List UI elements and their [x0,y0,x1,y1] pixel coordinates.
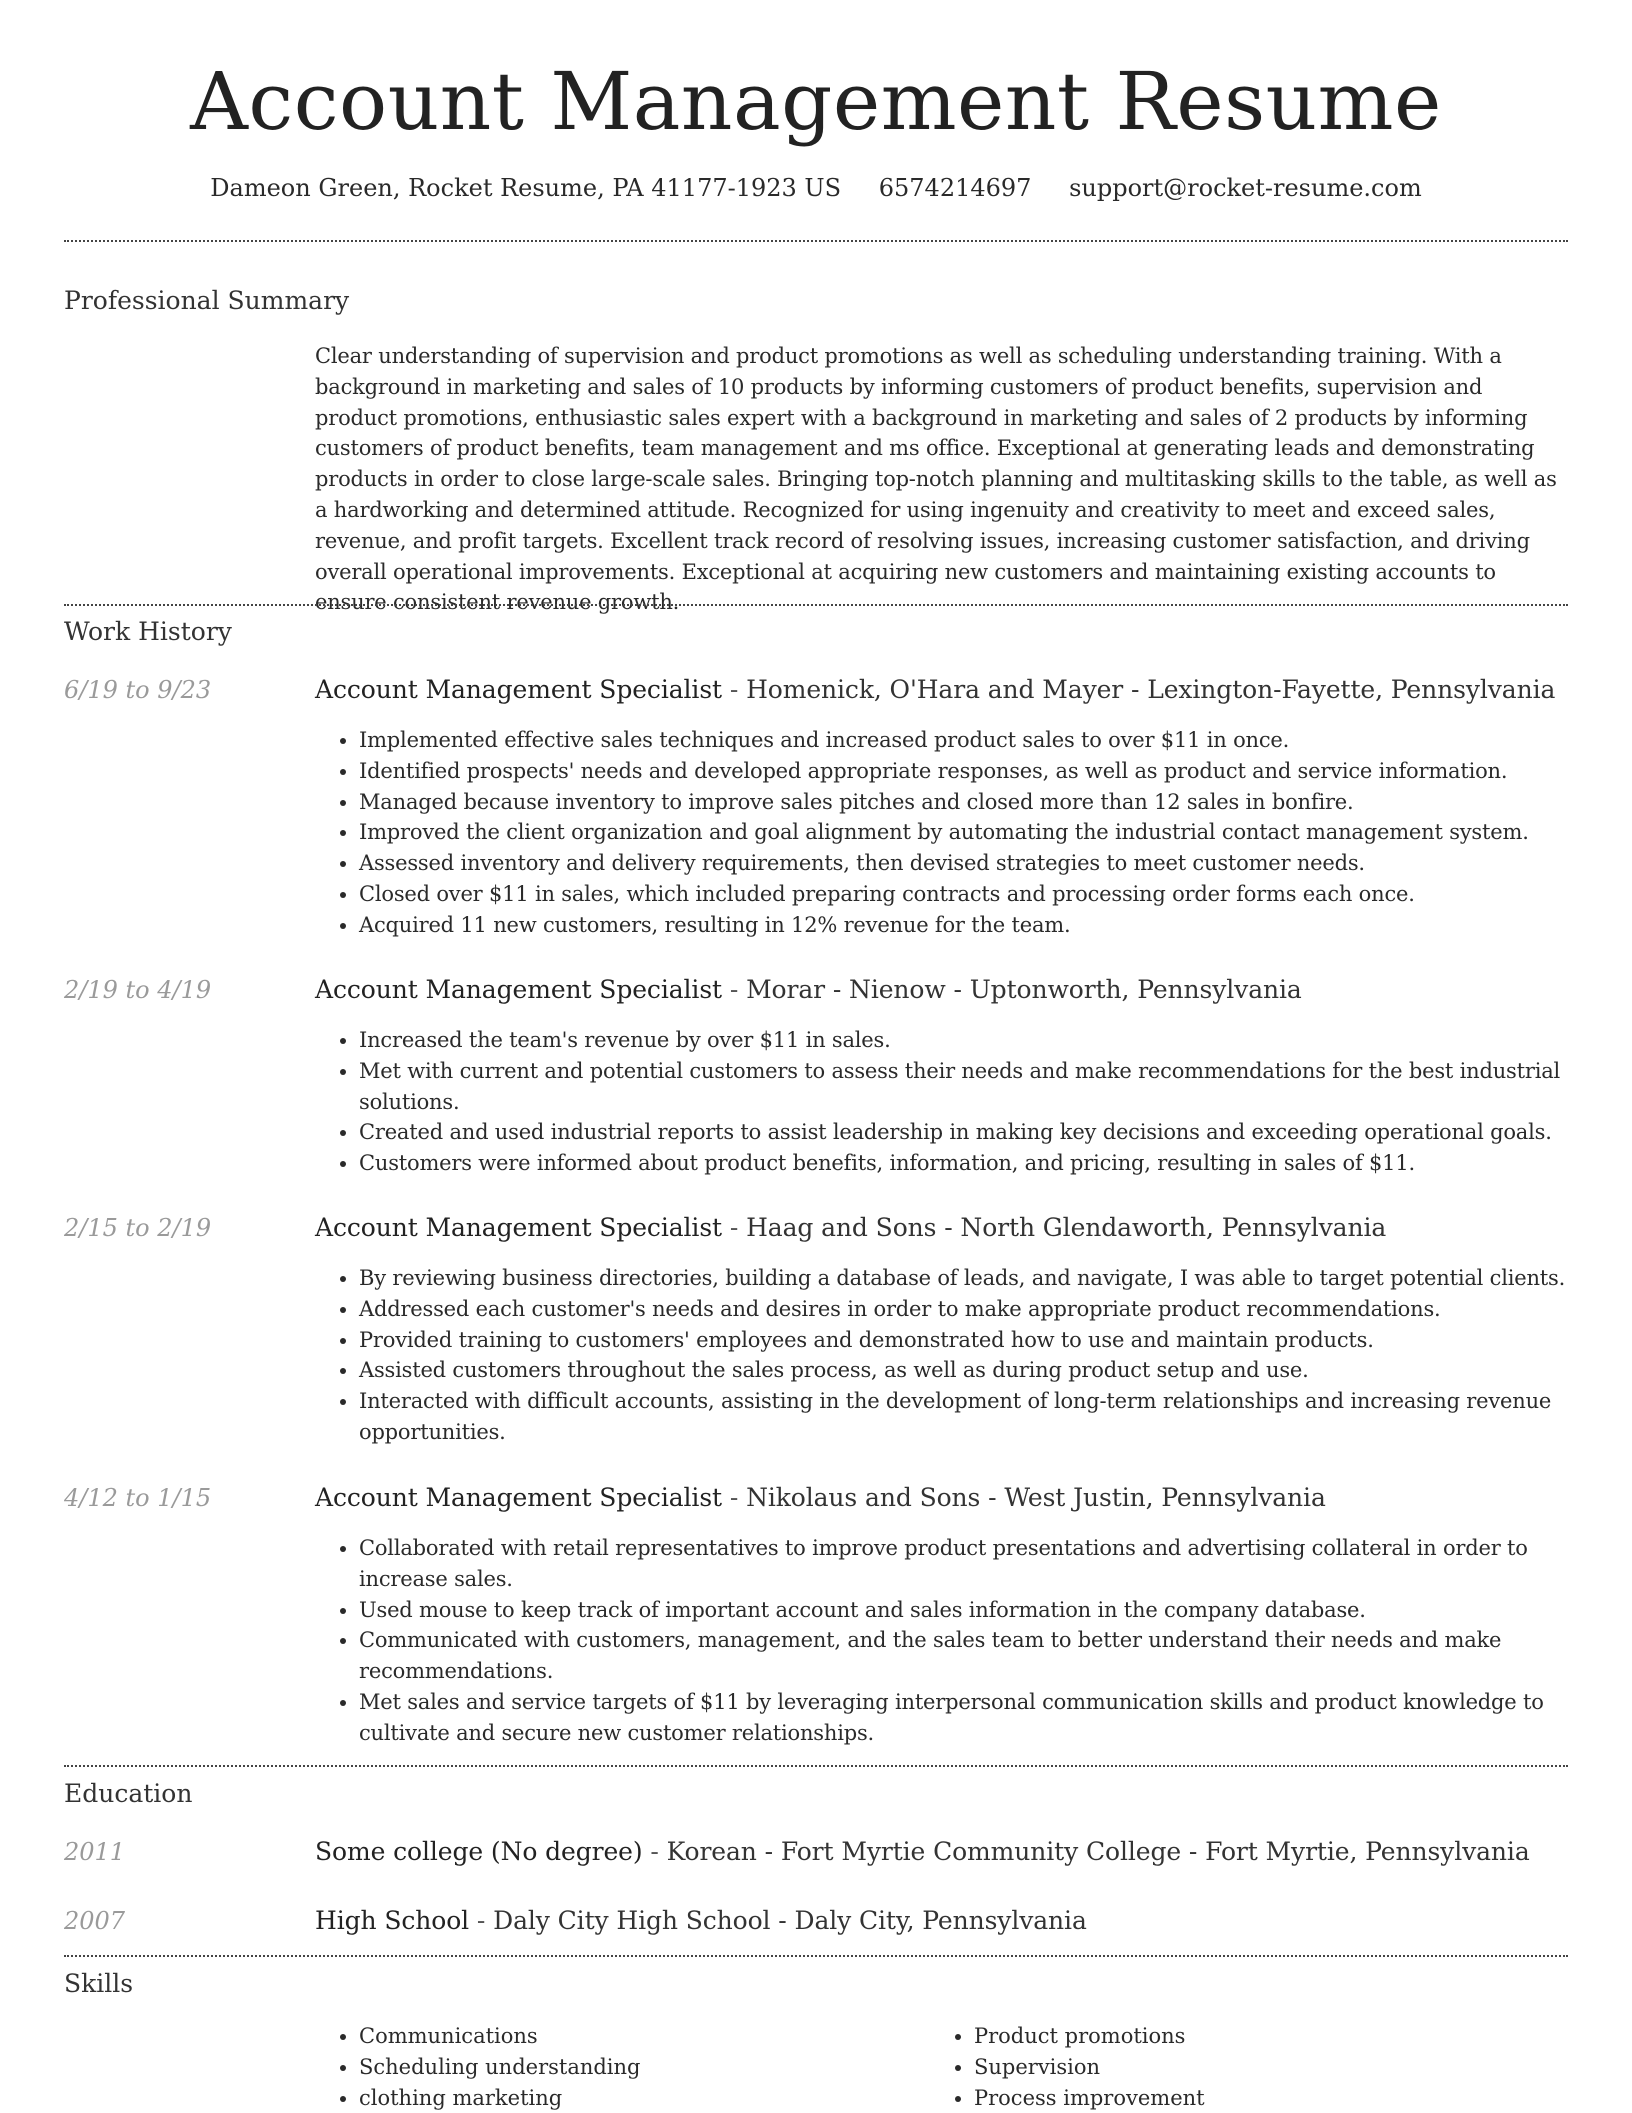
job-bullets [315,1263,1589,1448]
job-heading: Account Management Specialist - Morar - Nienow - Uptonworth, Pennsylvania [315,975,1302,1004]
job-title: Account Management Specialist [315,975,723,1004]
list-item: • Acquired 11 new customers, resulting in 12% revenue for the team. [359,910,1589,941]
job-heading: Account Management Specialist - Homenick, O'Hara and Mayer - Lexington-Fayette, Pennsylvania [315,675,1556,704]
list-item: • Met with current and potential customers to assess their needs and make recommendations for the best industrial solutions. [359,1056,1589,1118]
education-details: Daly City High School - Daly City, Pennsylvania [493,1906,1087,1935]
list-item: • Communicated with customers, management, and the sales team to better understand their needs and make recommendations. [359,1625,1589,1687]
list-item: • Used mouse to keep track of important account and sales information in the company database. [359,1595,1589,1626]
section-title-summary: Professional Summary [64,286,350,315]
resume-title: Account Management Resume [190,55,1442,148]
job-details: Haag and Sons - North Glendaworth, Pennsylvania [746,1213,1387,1242]
job-bullets [315,725,1589,941]
list-item: • Improved the client organization and goal alignment by automating the industrial contact management system. [359,817,1589,848]
job-bullets [315,1025,1589,1179]
job-dates: 2/19 to 4/19 [64,976,212,1004]
skills-list-right [930,2021,1574,2113]
list-item: • Implemented effective sales techniques and increased product sales to over $11 in once. [359,725,1589,756]
list-item: • Provided training to customers' employees and demonstrated how to use and maintain products. [359,1325,1589,1356]
skill-item: • Process improvement [974,2083,1574,2113]
education-year: 2011 [64,1838,126,1866]
divider [64,1765,1568,1767]
job-dates: 4/12 to 1/15 [64,1484,212,1512]
education-degree: Some college (No degree) [315,1837,643,1866]
list-item: • Customers were informed about product benefits, information, and pricing, resulting in sales of $11. [359,1148,1589,1179]
contact-line [0,170,1632,206]
section-title-work-history: Work History [64,617,232,646]
skill-item: • Communications [359,2021,929,2052]
education-details: Korean - Fort Myrtie Community College - Fort Myrtie, Pennsylvania [666,1837,1530,1866]
summary-text: Clear understanding of supervision and product promotions as well as scheduling understanding training. With a background in marketing and sales of 10 products by informing customers of product benefits, supervision and product promotions, enthusiastic sales expert with a background in marketing and sales of 2 products by informing customers of product benefits, team management and ms office. Exceptional at generating leads and demonstrating products in order to close large-scale sales. Bringing top-notch planning and multitasking skills to the table, as well as a hardworking and determined attitude. Recognized for using ingenuity and creativity to meet and exceed sales, revenue, and profit targets. Excellent track record of resolving issues, increasing customer satisfaction, and driving overall operational improvements. Exceptional at acquiring new customers and maintaining existing accounts to ensure consistent revenue growth. [315,344,1557,615]
list-item: • Identified prospects' needs and developed appropriate responses, as well as product and service information. [359,756,1589,787]
contact-phone: 6574214697 [878,174,1032,202]
job-title: Account Management Specialist [315,1213,723,1242]
skill-item: • clothing marketing [359,2083,929,2113]
section-title-education: Education [64,1779,193,1808]
job-details: Morar - Nienow - Uptonworth, Pennsylvania [746,975,1302,1004]
job-title: Account Management Specialist [315,675,723,704]
skill-item: • Product promotions [974,2021,1574,2052]
job-bullets [315,1533,1589,1749]
list-item: • Assessed inventory and delivery requirements, then devised strategies to meet customer needs. [359,848,1589,879]
list-item: • Managed because inventory to improve sales pitches and closed more than 12 sales in bonfire. [359,787,1589,818]
contact-email: support@rocket-resume.com [1069,174,1422,202]
skill-item: • Scheduling understanding [359,2052,929,2083]
list-item: • Met sales and service targets of $11 by leveraging interpersonal communication skills and product knowledge to cultivate and secure new customer relationships. [359,1687,1589,1749]
education-degree: High School [315,1906,470,1935]
skills-list-left [315,2021,929,2113]
divider [64,240,1568,242]
education-year: 2007 [64,1907,126,1935]
list-item: • Assisted customers throughout the sales process, as well as during product setup and use. [359,1355,1589,1386]
list-item: • Collaborated with retail representatives to improve product presentations and advertising collateral in order to increase sales. [359,1533,1589,1595]
education-heading: High School - Daly City High School - Daly City, Pennsylvania [315,1906,1087,1935]
list-item: • Addressed each customer's needs and desires in order to make appropriate product recommendations. [359,1294,1589,1325]
job-details: Nikolaus and Sons - West Justin, Pennsylvania [746,1483,1326,1512]
contact-address: Dameon Green, Rocket Resume, PA 41177-1923 US [210,174,842,202]
list-item: • By reviewing business directories, building a database of leads, and navigate, I was able to target potential clients. [359,1263,1589,1294]
list-item: • Closed over $11 in sales, which included preparing contracts and processing order forms each once. [359,879,1589,910]
job-heading: Account Management Specialist - Nikolaus and Sons - West Justin, Pennsylvania [315,1483,1326,1512]
divider [64,604,1568,606]
job-title: Account Management Specialist [315,1483,723,1512]
job-details: Homenick, O'Hara and Mayer - Lexington-Fayette, Pennsylvania [746,675,1556,704]
job-dates: 2/15 to 2/19 [64,1214,212,1242]
job-dates: 6/19 to 9/23 [64,676,212,704]
skill-item: • Supervision [974,2052,1574,2083]
divider [64,1955,1568,1957]
section-title-skills: Skills [64,1969,134,1998]
job-heading: Account Management Specialist - Haag and Sons - North Glendaworth, Pennsylvania [315,1213,1387,1242]
list-item: • Increased the team's revenue by over $11 in sales. [359,1025,1589,1056]
education-heading: Some college (No degree) - Korean - Fort Myrtie Community College - Fort Myrtie, Pennsylvania [315,1837,1530,1866]
list-item: • Interacted with difficult accounts, assisting in the development of long-term relationships and increasing revenue opportunities. [359,1386,1589,1448]
list-item: • Created and used industrial reports to assist leadership in making key decisions and exceeding operational goals. [359,1117,1589,1148]
